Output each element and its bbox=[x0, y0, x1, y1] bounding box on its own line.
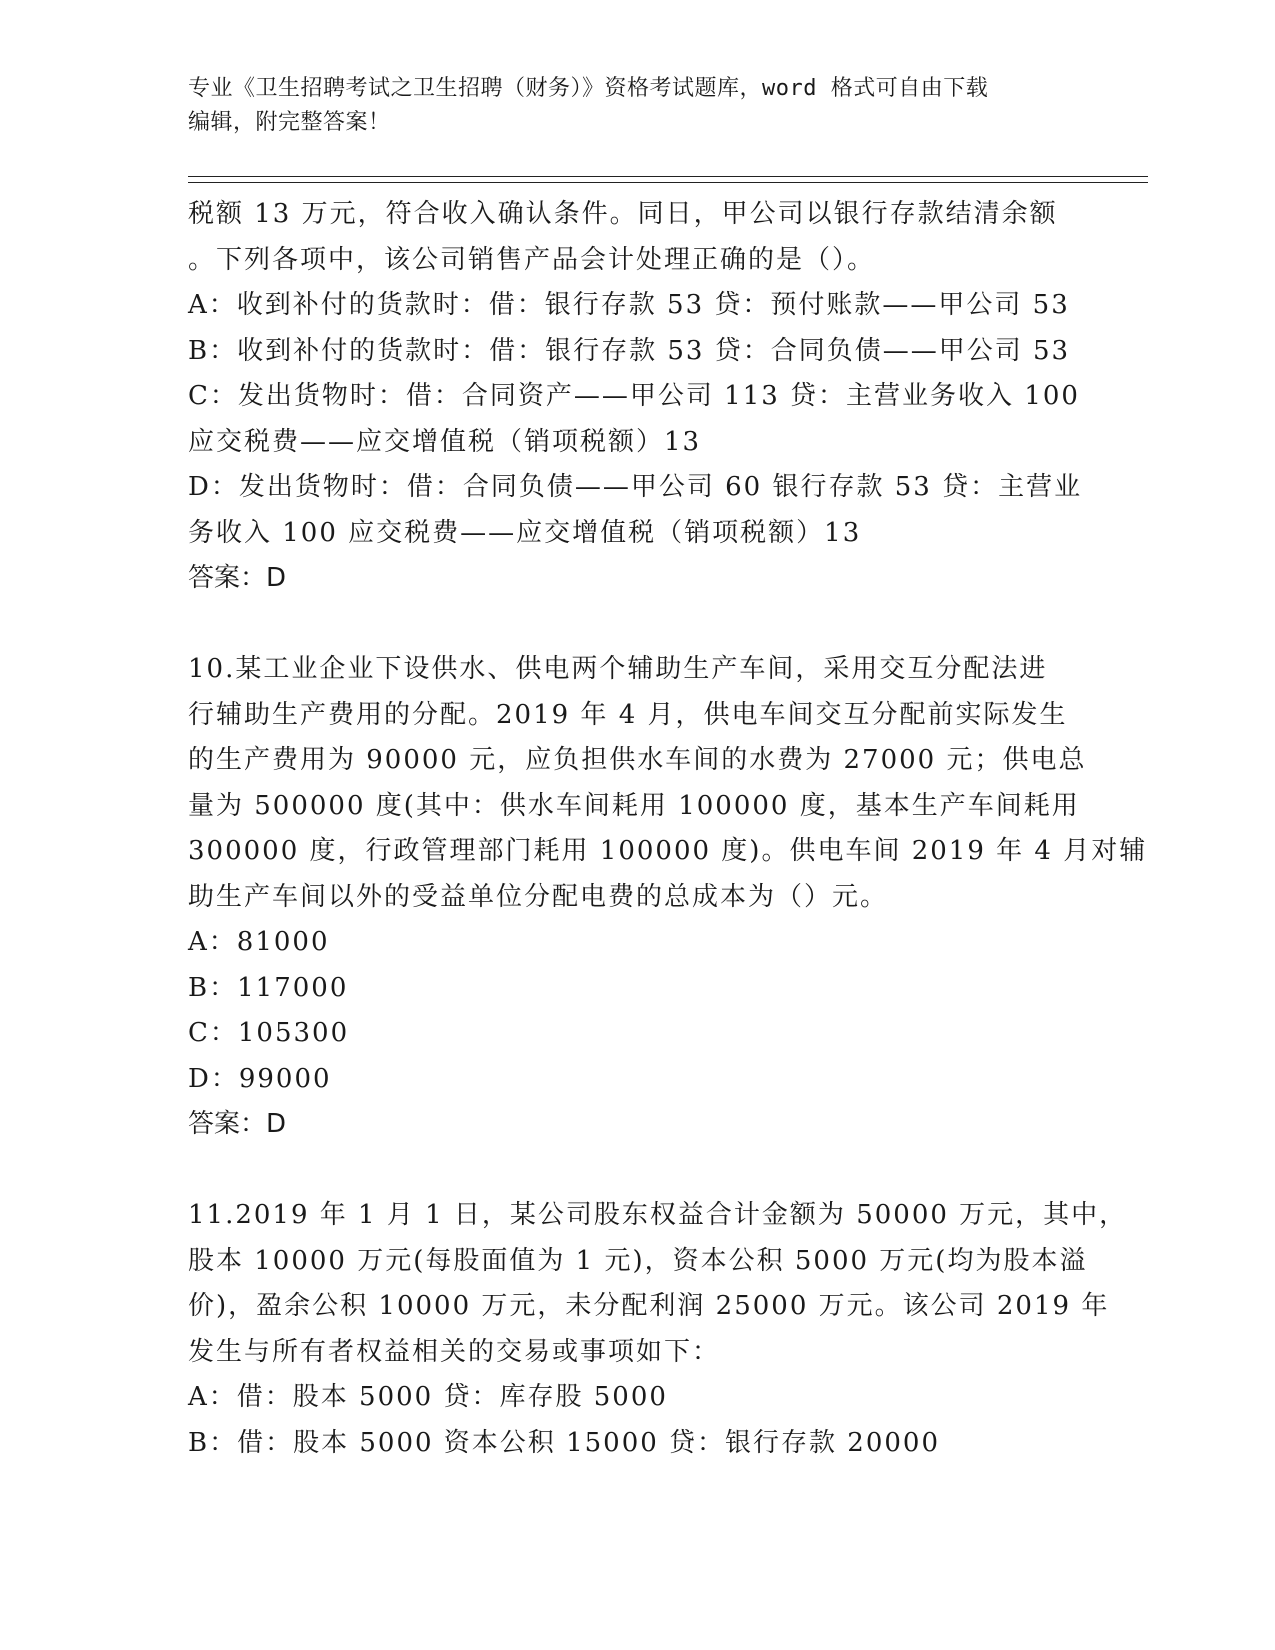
question-stem-line: 行辅助生产费用的分配。2019 年 4 月，供电车间交互分配前实际发生 bbox=[188, 699, 1068, 730]
question-stem-line: 发生与所有者权益相关的交易或事项如下： bbox=[188, 1336, 721, 1367]
question-stem-line: 11.2019 年 1 月 1 日，某公司股东权益合计金额为 50000 万元，其中， bbox=[188, 1200, 1128, 1230]
spacer bbox=[188, 1148, 1088, 1194]
question-stem-line: 300000 度，行政管理部门耗用 100000 度)。供电车间 2019 年 4 月对辅 bbox=[188, 836, 1148, 866]
question-stem-line: 税额 13 万元，符合收入确认条件。同日，甲公司以银行存款结清余额 bbox=[188, 199, 1058, 229]
question-stem-line: 价)，盈余公积 10000 万元，未分配利润 25000 万元。该公司 2019 年 bbox=[188, 1291, 1110, 1321]
option-d: D：99000 bbox=[188, 1063, 332, 1094]
option-c: C：发出货物时：借：合同资产——甲公司 113 贷：主营业务收入 100 bbox=[188, 381, 1080, 411]
header-line-2: 编辑，附完整答案！ bbox=[188, 110, 391, 135]
question-stem-line: 量为 500000 度(其中：供水车间耗用 100000 度，基本生产车间耗用 bbox=[188, 790, 1080, 821]
question-stem-line: 助生产车间以外的受益单位分配电费的总成本为（）元。 bbox=[188, 881, 889, 912]
option-a: A：借：股本 5000 贷：库存股 5000 bbox=[188, 1382, 668, 1412]
option-b: B：借：股本 5000 资本公积 15000 贷：银行存款 20000 bbox=[188, 1427, 941, 1458]
option-b: B：收到补付的货款时：借：银行存款 53 贷：合同负债——甲公司 53 bbox=[188, 335, 1071, 366]
question-stem-line: 10.某工业企业下设供水、供电两个辅助生产车间，采用交互分配法进 bbox=[188, 654, 1048, 684]
page-header bbox=[188, 72, 1068, 140]
question-content bbox=[188, 192, 1148, 1466]
question-10 bbox=[188, 647, 1148, 1148]
question-stem-line: 的生产费用为 90000 元，应负担供水车间的水费为 27000 元；供电总 bbox=[188, 745, 1087, 775]
option-c: C：105300 bbox=[188, 1018, 350, 1048]
question-stem-line: 。下列各项中，该公司销售产品会计处理正确的是（）。 bbox=[188, 244, 876, 275]
option-d: D：发出货物时：借：合同负债——甲公司 60 银行存款 53 贷：主营业 bbox=[188, 472, 1083, 502]
header-line-1: 专业《卫生招聘考试之卫生招聘（财务）》资格考试题库，word 格式可自由下载 bbox=[188, 76, 989, 101]
option-d-continued: 务收入 100 应交税费——应交增值税（销项税额）13 bbox=[188, 517, 862, 548]
answer-label: 答案：D bbox=[188, 1109, 287, 1139]
option-c-continued: 应交税费——应交增值税（销项税额）13 bbox=[188, 426, 702, 457]
question-stem-line: 股本 10000 万元(每股面值为 1 元)，资本公积 5000 万元(均为股本溢 bbox=[188, 1245, 1088, 1276]
header-divider-bottom bbox=[188, 182, 1148, 183]
spacer bbox=[188, 602, 1088, 648]
answer-label: 答案：D bbox=[188, 563, 287, 593]
option-b: B：117000 bbox=[188, 972, 349, 1003]
header-divider-top bbox=[188, 176, 1148, 177]
question-11 bbox=[188, 1193, 1128, 1466]
option-a: A：收到补付的货款时：借：银行存款 53 贷：预付账款——甲公司 53 bbox=[188, 290, 1070, 320]
question-9 bbox=[188, 192, 1088, 602]
option-a: A：81000 bbox=[188, 927, 330, 957]
